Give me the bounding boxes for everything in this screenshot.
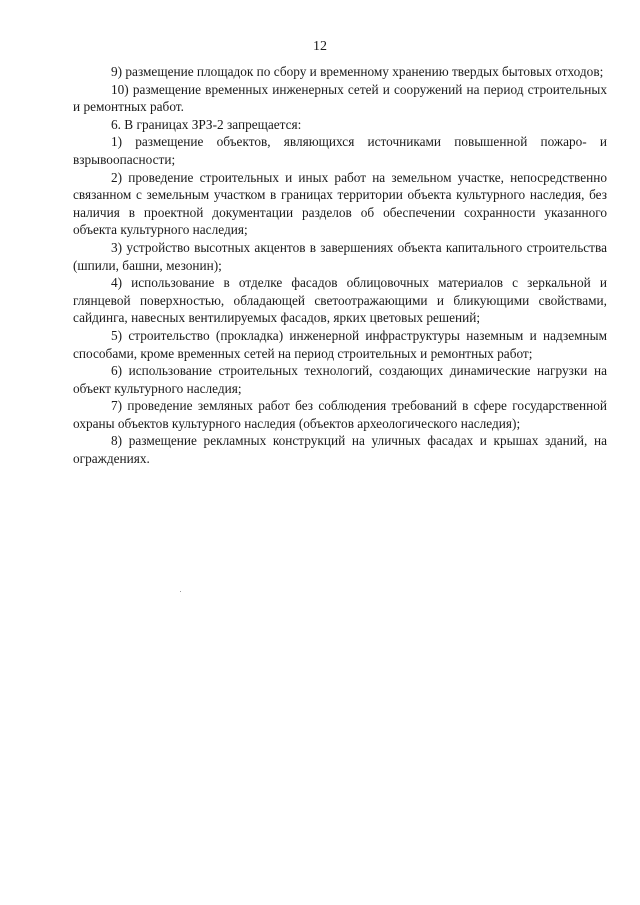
- list-item: 7) проведение земляных работ без соблюдения требований в сфере государственной охраны объектов культурного наследия (объектов археологического наследия);: [73, 398, 607, 431]
- list-item: 1) размещение объектов, являющихся источниками повышенной пожаро- и взрывоопасности;: [73, 134, 607, 167]
- list-item: 4) использование в отделке фасадов облицовочных материалов с зеркальной и глянцевой поверхностью, обладающей светоотражающими и бликующими свойствами, сайдинга, навесных вентилируемых фасадов, ярких цветовых решений;: [73, 275, 607, 326]
- page-number: 12: [313, 39, 327, 54]
- document-body: [73, 63, 607, 468]
- list-item: 5) строительство (прокладка) инженерной инфраструктуры наземным и надземным способами, кроме временных сетей на период строительных и ремонтных работ;: [73, 327, 607, 361]
- list-item: 8) размещение рекламных конструкций на уличных фасадах и крышах зданий, на ограждениях.: [73, 433, 607, 467]
- list-item: 9) размещение площадок по сбору и временному хранению твердых бытовых отходов;: [111, 64, 604, 79]
- list-item: 6) использование строительных технологий, создающих динамические нагрузки на объект культурного наследия;: [73, 363, 607, 396]
- list-item: 3) устройство высотных акцентов в завершениях объекта капитального строительства (шпили, башни, мезонин);: [73, 239, 607, 273]
- section-heading: 6. В границах ЗРЗ-2 запрещается:: [111, 116, 302, 132]
- list-item: 10) размещение временных инженерных сетей и сооружений на период строительных и ремонтных работ.: [73, 81, 607, 115]
- list-item: 2) проведение строительных и иных работ на земельном участке, непосредственно связанном с земельным участком в границах территории объекта культурного наследия, без наличия в проектной документации разделов об обеспечении сохранности указанного объекта культурного наследия;: [73, 169, 607, 238]
- scan-speck: [180, 591, 181, 592]
